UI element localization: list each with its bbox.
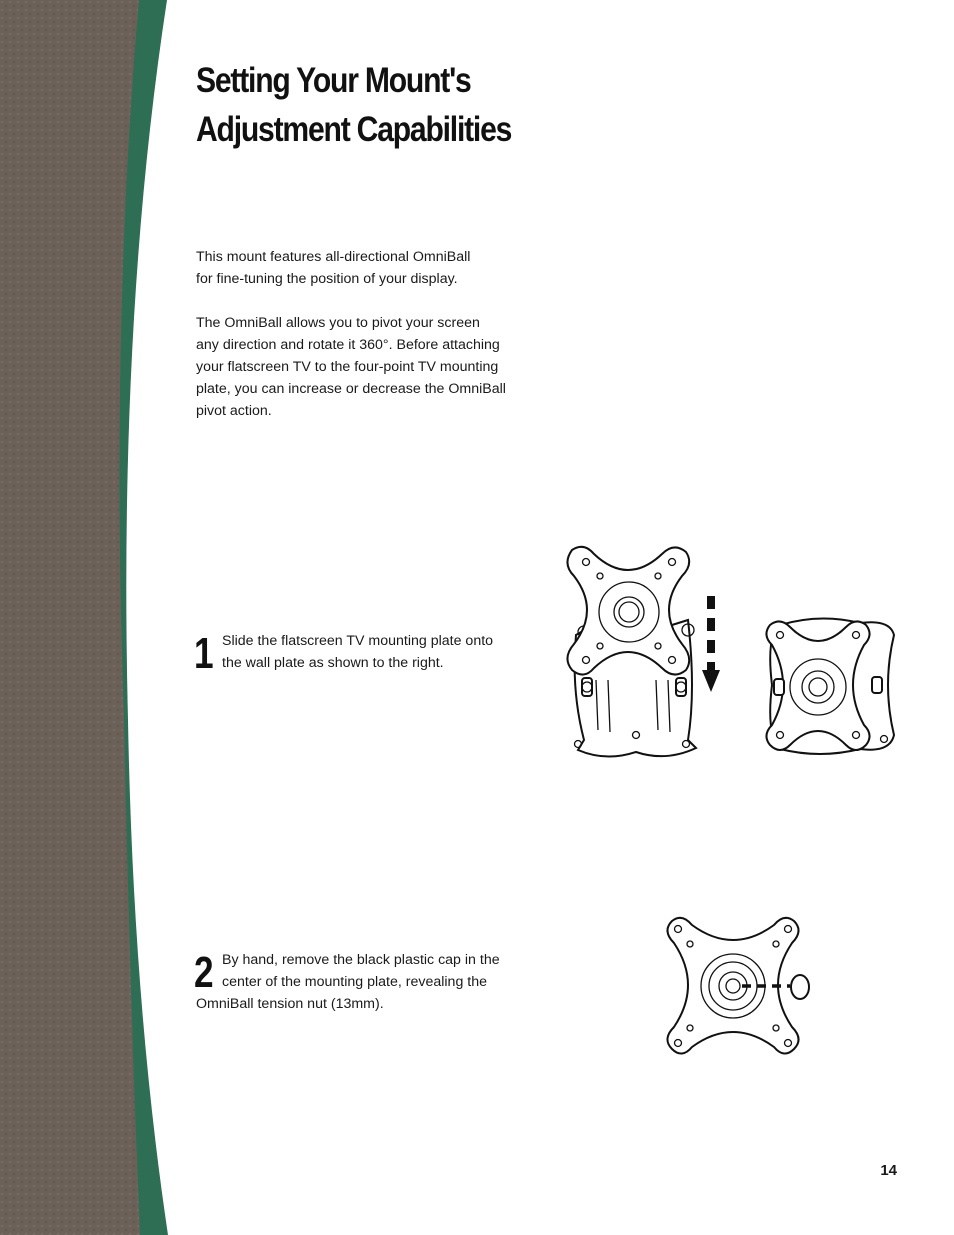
description-line: pivot action. — [196, 403, 272, 419]
page-title-line-2: Adjustment Capabilities — [196, 110, 512, 149]
sidebar-decoration — [0, 0, 200, 1235]
step-2-line: OmniBall tension nut (13mm). — [196, 996, 384, 1012]
intro-line: for fine-tuning the position of your display. — [196, 271, 458, 287]
description-line: your flatscreen TV to the four-point TV mounting — [196, 359, 499, 375]
omniball-description — [196, 312, 526, 422]
description-line: plate, you can increase or decrease the OmniBall — [196, 381, 506, 397]
intro-line: This mount features all-directional OmniBall — [196, 249, 471, 265]
step-1-text — [222, 630, 493, 674]
step-2-text — [222, 949, 500, 993]
step-2-line: center of the mounting plate, revealing the — [222, 974, 488, 990]
down-arrow-icon — [700, 594, 722, 694]
page-title — [196, 56, 511, 154]
mounting-plate-assembled-illustration — [760, 615, 900, 757]
step-2-number: 2 — [194, 948, 214, 997]
step-1-line: Slide the flatscreen TV mounting plate onto — [222, 633, 494, 649]
step-2-line: By hand, remove the black plastic cap in the — [222, 952, 500, 968]
omniball-cap-removal-illustration — [660, 915, 820, 1060]
description-line: any direction and rotate it 360°. Before attaching — [196, 337, 500, 353]
step-1-line: the wall plate as shown to the right. — [222, 655, 444, 671]
step-1-number: 1 — [194, 629, 214, 678]
description-line: The OmniBall allows you to pivot your screen — [196, 315, 480, 331]
page-title-line-1: Setting Your Mount's — [196, 61, 471, 100]
step-2-text-wrap — [196, 993, 384, 1015]
page-number: 14 — [880, 1162, 897, 1179]
intro-text — [196, 246, 526, 290]
